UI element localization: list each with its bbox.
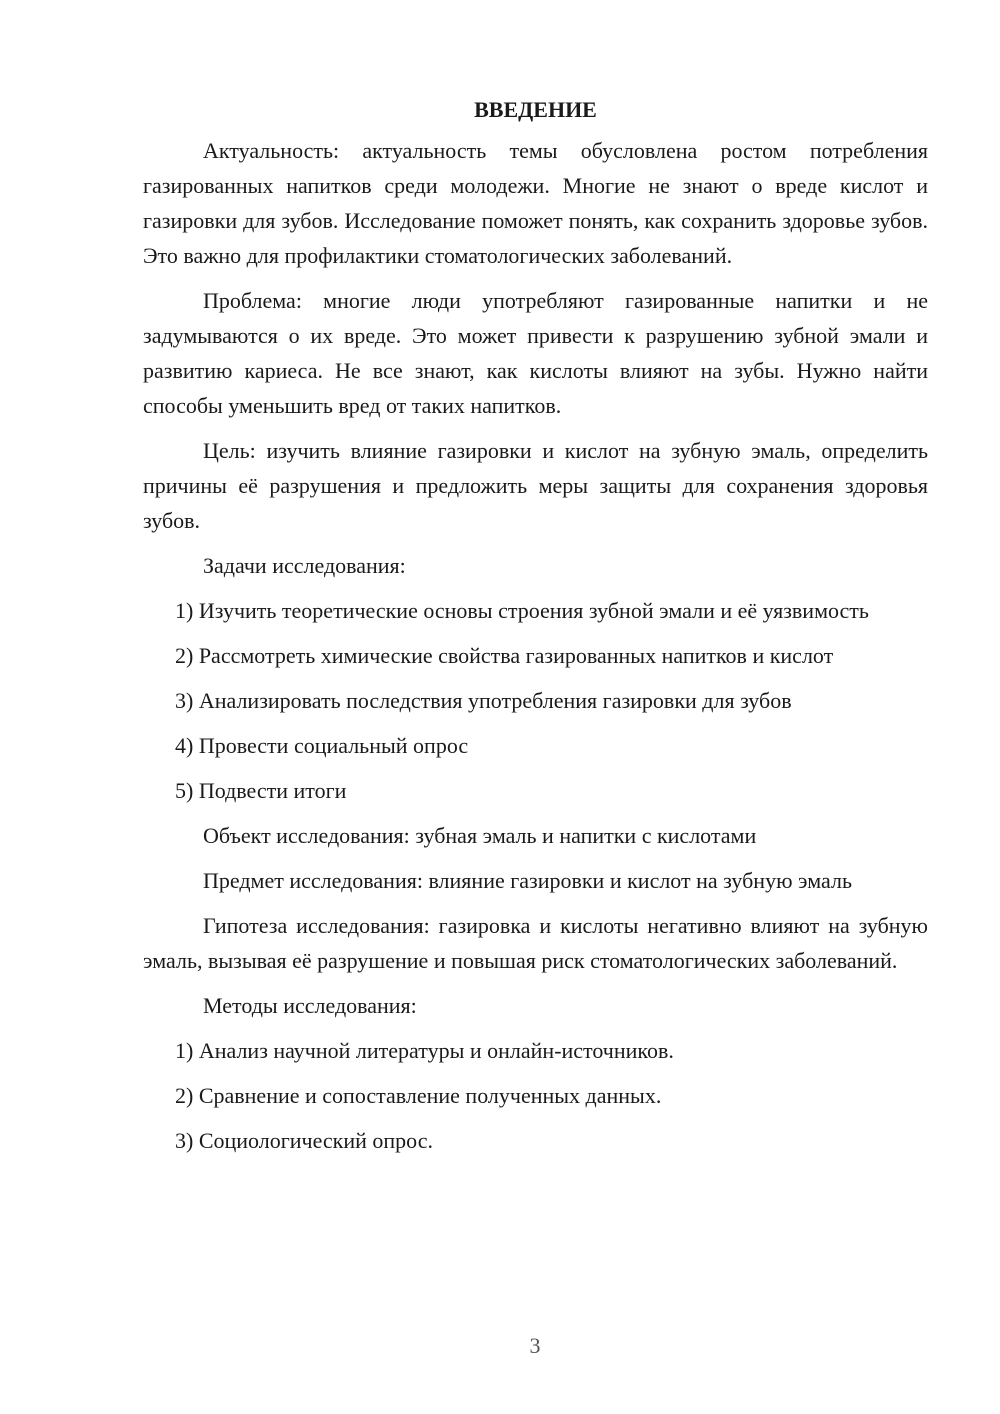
- paragraph-goal: Цель: изучить влияние газировки и кислот на зубную эмаль, определить причины её разрушения и предложить меры защиты для сохранения здоровья зубов.: [143, 438, 928, 533]
- tasks-heading: Задачи исследования:: [203, 553, 406, 578]
- list-item-method-2: 2) Сравнение и сопоставление полученных данных.: [175, 1083, 662, 1108]
- paragraph-subject: Предмет исследования: влияние газировки и кислот на зубную эмаль: [203, 868, 852, 893]
- paragraph-hypothesis: Гипотеза исследования: газировка и кислоты негативно влияют на зубную эмаль, вызывая её разрушение и повышая риск стоматологических заболеваний.: [143, 913, 928, 973]
- document-page: [143, 92, 928, 1168]
- list-item-task-5: 5) Подвести итоги: [175, 778, 347, 803]
- list-item-method-3: 3) Социологический опрос.: [175, 1128, 433, 1153]
- paragraph-object: Объект исследования: зубная эмаль и напитки с кислотами: [203, 823, 757, 848]
- page-title: ВВЕДЕНИЕ: [474, 97, 597, 122]
- paragraph-problem: Проблема: многие люди употребляют газированные напитки и не задумываются о их вреде. Это может привести к разрушению зубной эмали и развитию кариеса. Не все знают, как кислоты влияют на зубы. Нужно найти способы уменьшить вред от таких напитков.: [143, 288, 928, 418]
- list-item-task-2: 2) Рассмотреть химические свойства газированных напитков и кислот: [175, 643, 834, 668]
- paragraph-relevance: Актуальность: актуальность темы обусловлена ростом потребления газированных напитков среди молодежи. Многие не знают о вреде кислот и газировки для зубов. Исследование поможет понять, как сохранить здоровье зубов. Это важно для профилактики стоматологических заболеваний.: [143, 138, 928, 268]
- list-item-method-1: 1) Анализ научной литературы и онлайн-источников.: [175, 1038, 674, 1063]
- methods-heading: Методы исследования:: [203, 993, 417, 1018]
- list-item-task-3: 3) Анализировать последствия употребления газировки для зубов: [175, 688, 792, 713]
- list-item-task-1: 1) Изучить теоретические основы строения зубной эмали и её уязвимость: [175, 598, 869, 623]
- page-number: 3: [529, 1333, 541, 1358]
- list-item-task-4: 4) Провести социальный опрос: [175, 733, 469, 758]
